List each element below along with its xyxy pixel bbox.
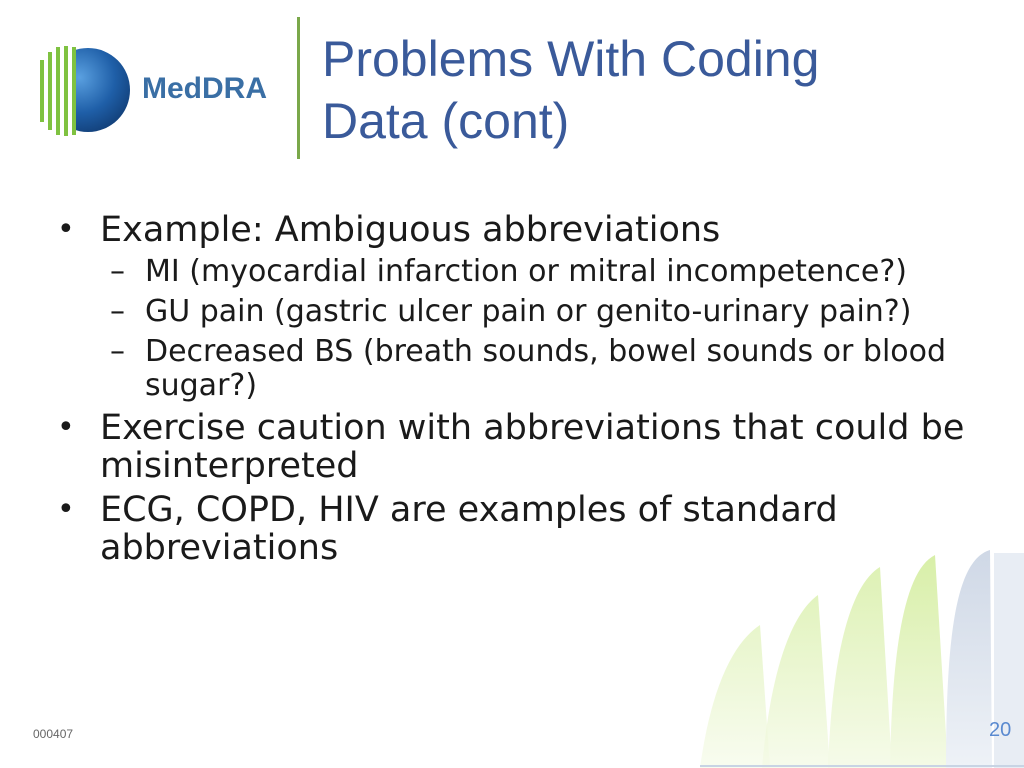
sub-bullet-text: MI (myocardial infarction or mitral incompetence?)	[145, 254, 907, 289]
slide-title	[322, 28, 1012, 152]
page-number: 20	[989, 719, 1012, 741]
bullet-text: Exercise caution with abbreviations that could be misinterpreted	[100, 408, 965, 486]
bullet-text: ECG, COPD, HIV are examples of standard abbreviations	[100, 490, 838, 568]
bullet-list	[55, 205, 1015, 567]
title-divider	[297, 17, 300, 159]
bullet-item	[55, 409, 1015, 485]
title-line-2: Data (cont)	[322, 93, 570, 149]
meddra-logo	[38, 42, 288, 142]
logo-wordmark: MedDRA	[142, 72, 267, 105]
sub-bullet-item	[100, 335, 1015, 403]
bullet-marker: •	[57, 410, 75, 445]
sub-bullet-list	[100, 255, 1015, 403]
bullet-marker: •	[57, 492, 75, 527]
bullet-marker: •	[57, 212, 75, 247]
sub-bullet-item	[100, 255, 1015, 289]
sub-bullet-text: GU pain (gastric ulcer pain or genito-urinary pain?)	[145, 294, 912, 329]
meddra-globe-icon	[38, 42, 138, 142]
title-line-1: Problems With Coding	[322, 31, 820, 87]
sub-bullet-marker: –	[110, 334, 125, 369]
bullet-item	[55, 211, 1015, 403]
bullet-item	[55, 491, 1015, 567]
sub-bullet-text: Decreased BS (breath sounds, bowel sounds or blood sugar?)	[145, 334, 947, 403]
bullet-text: Example: Ambiguous abbreviations	[100, 210, 721, 250]
sub-bullet-marker: –	[110, 294, 125, 329]
decorative-corner-graphic	[700, 545, 1024, 768]
sub-bullet-item	[100, 295, 1015, 329]
sub-bullet-marker: –	[110, 254, 125, 289]
document-id: 000407	[33, 727, 74, 741]
